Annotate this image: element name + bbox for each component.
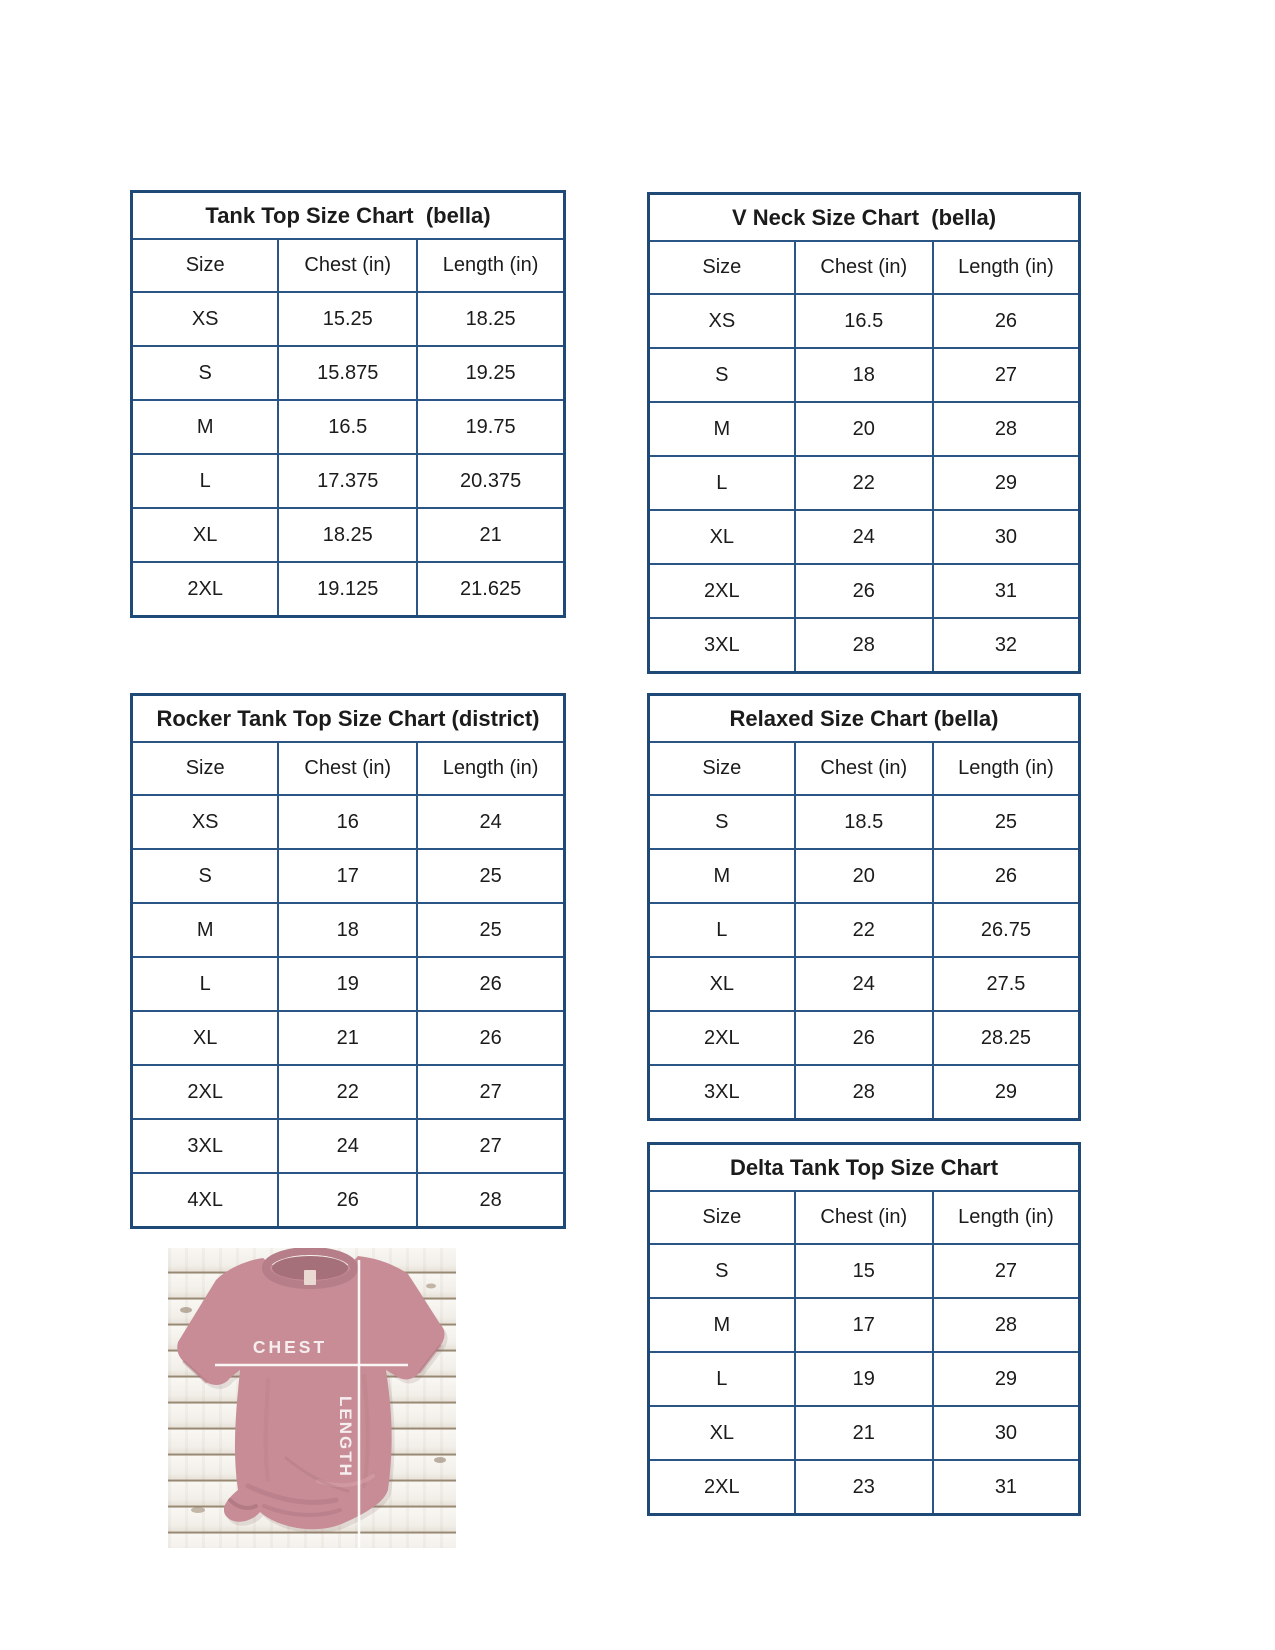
- table-cell: 3XL: [650, 618, 795, 671]
- table-cell: 28: [417, 1173, 563, 1226]
- table-cell: XS: [133, 292, 278, 346]
- table-cell: 21: [795, 1406, 933, 1460]
- table-cell: 29: [933, 1065, 1078, 1118]
- header-row: [650, 743, 1078, 795]
- table-cell: M: [650, 849, 795, 903]
- table-cell: 23: [795, 1460, 933, 1513]
- table-row: [650, 510, 1078, 564]
- table-row: [650, 1065, 1078, 1118]
- table-cell: 25: [417, 903, 563, 957]
- table-cell: 19.25: [417, 346, 563, 400]
- table-cell: S: [650, 348, 795, 402]
- table-cell: XL: [650, 510, 795, 564]
- table-cell: 26: [933, 849, 1078, 903]
- table-cell: 24: [795, 957, 933, 1011]
- column-header: Size: [185, 757, 225, 779]
- table-row: [133, 454, 563, 508]
- table-cell: 27: [933, 1244, 1078, 1298]
- size-table-grid: [133, 743, 563, 1226]
- table-row: [133, 795, 563, 849]
- size-table-grid: [650, 743, 1078, 1118]
- table-row: [650, 1406, 1078, 1460]
- table-cell: M: [133, 903, 278, 957]
- table-cell: 26: [278, 1173, 417, 1226]
- table-row: [650, 903, 1078, 957]
- table-row: [650, 957, 1078, 1011]
- table-row: [650, 1298, 1078, 1352]
- header-row: [650, 242, 1078, 294]
- column-header: Chest (in): [278, 240, 417, 292]
- table-cell: 26: [417, 957, 563, 1011]
- table-cell: L: [133, 454, 278, 508]
- table-cell: 16.5: [278, 400, 417, 454]
- table-cell: 22: [278, 1065, 417, 1119]
- table-cell: 4XL: [133, 1173, 278, 1226]
- table-cell: 30: [933, 510, 1078, 564]
- size-table-grid: [650, 242, 1078, 671]
- column-header: Length (in): [933, 743, 1078, 795]
- table-row: [133, 562, 563, 615]
- table-cell: 3XL: [133, 1119, 278, 1173]
- size-table-grid: [650, 1192, 1078, 1513]
- table-cell: 30: [933, 1406, 1078, 1460]
- table-cell: 2XL: [650, 1011, 795, 1065]
- table-cell: XS: [650, 294, 795, 348]
- table-cell: 18.25: [417, 292, 563, 346]
- table-cell: 16: [278, 795, 417, 849]
- table-cell: L: [650, 1352, 795, 1406]
- table-cell: 2XL: [650, 1460, 795, 1513]
- table-cell: S: [650, 795, 795, 849]
- table-cell: L: [650, 456, 795, 510]
- table-cell: 26: [933, 294, 1078, 348]
- table-title: Delta Tank Top Size Chart: [650, 1145, 1078, 1192]
- table-cell: 27: [933, 348, 1078, 402]
- table-cell: 22: [795, 903, 933, 957]
- table-cell: 20.375: [417, 454, 563, 508]
- table-cell: M: [650, 402, 795, 456]
- table-cell: S: [133, 346, 278, 400]
- table-cell: L: [133, 957, 278, 1011]
- table-title: Relaxed Size Chart (bella): [650, 696, 1078, 743]
- table-cell: XL: [650, 1406, 795, 1460]
- table-row: [650, 849, 1078, 903]
- column-header: Size: [702, 256, 742, 278]
- column-header: Length (in): [933, 242, 1078, 294]
- table-cell: 3XL: [650, 1065, 795, 1118]
- column-header: Chest (in): [795, 743, 933, 795]
- table-cell: 28.25: [933, 1011, 1078, 1065]
- shirt-diagram: [168, 1248, 456, 1548]
- rocker-tank-top-size-table: [130, 693, 566, 1229]
- table-cell: XL: [133, 1011, 278, 1065]
- length-label: LENGTH: [336, 1396, 355, 1478]
- table-cell: 28: [795, 1065, 933, 1118]
- table-row: [133, 1119, 563, 1173]
- table-cell: 21: [278, 1011, 417, 1065]
- table-cell: S: [650, 1244, 795, 1298]
- table-cell: 18: [795, 348, 933, 402]
- table-row: [133, 1065, 563, 1119]
- table-row: [650, 348, 1078, 402]
- column-header: Length (in): [417, 743, 563, 795]
- table-title: V Neck Size Chart (bella): [650, 195, 1078, 242]
- table-row: [650, 795, 1078, 849]
- table-row: [650, 1011, 1078, 1065]
- table-cell: 2XL: [133, 1065, 278, 1119]
- column-header: Chest (in): [795, 242, 933, 294]
- header-row: [650, 1192, 1078, 1244]
- table-title: Tank Top Size Chart (bella): [133, 193, 563, 240]
- column-header: Chest (in): [278, 743, 417, 795]
- tank-top-size-table: [130, 190, 566, 618]
- table-cell: 2XL: [133, 562, 278, 615]
- table-cell: 17: [278, 849, 417, 903]
- table-cell: 31: [933, 1460, 1078, 1513]
- table-cell: 15: [795, 1244, 933, 1298]
- table-cell: 25: [933, 795, 1078, 849]
- table-cell: XL: [650, 957, 795, 1011]
- table-cell: 21.625: [417, 562, 563, 615]
- relaxed-size-table: [647, 693, 1081, 1121]
- table-cell: 31: [933, 564, 1078, 618]
- table-cell: 24: [795, 510, 933, 564]
- table-cell: L: [650, 903, 795, 957]
- table-cell: 22: [795, 456, 933, 510]
- table-cell: XS: [133, 795, 278, 849]
- table-cell: M: [650, 1298, 795, 1352]
- table-cell: 25: [417, 849, 563, 903]
- table-cell: 20: [795, 402, 933, 456]
- table-row: [133, 400, 563, 454]
- column-header: Size: [185, 254, 225, 276]
- table-row: [133, 1011, 563, 1065]
- table-row: [133, 1173, 563, 1226]
- table-row: [133, 508, 563, 562]
- table-cell: 27.5: [933, 957, 1078, 1011]
- delta-tank-top-size-table: [647, 1142, 1081, 1516]
- column-header: Length (in): [417, 240, 563, 292]
- table-row: [650, 402, 1078, 456]
- table-row: [650, 294, 1078, 348]
- column-header: Length (in): [933, 1192, 1078, 1244]
- table-row: [650, 1352, 1078, 1406]
- v-neck-size-table: [647, 192, 1081, 674]
- chest-label: CHEST: [252, 1337, 328, 1357]
- table-cell: 28: [933, 402, 1078, 456]
- table-cell: 17: [795, 1298, 933, 1352]
- table-cell: XL: [133, 508, 278, 562]
- table-cell: 15.875: [278, 346, 417, 400]
- table-title: Rocker Tank Top Size Chart (district): [133, 696, 563, 743]
- table-row: [133, 903, 563, 957]
- header-row: [133, 240, 563, 292]
- table-cell: 18: [278, 903, 417, 957]
- table-row: [650, 1460, 1078, 1513]
- size-table-grid: [133, 240, 563, 615]
- table-cell: 15.25: [278, 292, 417, 346]
- table-cell: 19: [278, 957, 417, 1011]
- table-cell: 24: [278, 1119, 417, 1173]
- header-row: [133, 743, 563, 795]
- column-header: Chest (in): [795, 1192, 933, 1244]
- table-cell: 26: [795, 1011, 933, 1065]
- table-cell: 16.5: [795, 294, 933, 348]
- shirt-body: [177, 1256, 444, 1529]
- table-cell: 18.25: [278, 508, 417, 562]
- table-cell: 26: [417, 1011, 563, 1065]
- table-cell: S: [133, 849, 278, 903]
- table-cell: 29: [933, 456, 1078, 510]
- table-cell: 24: [417, 795, 563, 849]
- shirt-measurement-photo: [168, 1248, 456, 1548]
- table-cell: 19.75: [417, 400, 563, 454]
- table-cell: 20: [795, 849, 933, 903]
- table-cell: 17.375: [278, 454, 417, 508]
- table-row: [133, 849, 563, 903]
- table-row: [650, 618, 1078, 671]
- table-cell: 2XL: [650, 564, 795, 618]
- table-cell: 27: [417, 1065, 563, 1119]
- table-row: [133, 957, 563, 1011]
- table-cell: 19.125: [278, 562, 417, 615]
- table-cell: 19: [795, 1352, 933, 1406]
- table-cell: 21: [417, 508, 563, 562]
- table-row: [133, 292, 563, 346]
- table-row: [650, 564, 1078, 618]
- table-cell: 18.5: [795, 795, 933, 849]
- column-header: Size: [702, 1206, 742, 1228]
- table-cell: 28: [795, 618, 933, 671]
- table-cell: 29: [933, 1352, 1078, 1406]
- table-cell: 26: [795, 564, 933, 618]
- table-cell: 27: [417, 1119, 563, 1173]
- table-cell: 32: [933, 618, 1078, 671]
- table-row: [650, 1244, 1078, 1298]
- table-cell: 26.75: [933, 903, 1078, 957]
- table-cell: 28: [933, 1298, 1078, 1352]
- table-row: [133, 346, 563, 400]
- table-row: [650, 456, 1078, 510]
- column-header: Size: [702, 757, 742, 779]
- table-cell: M: [133, 400, 278, 454]
- collar-tag: [304, 1270, 316, 1285]
